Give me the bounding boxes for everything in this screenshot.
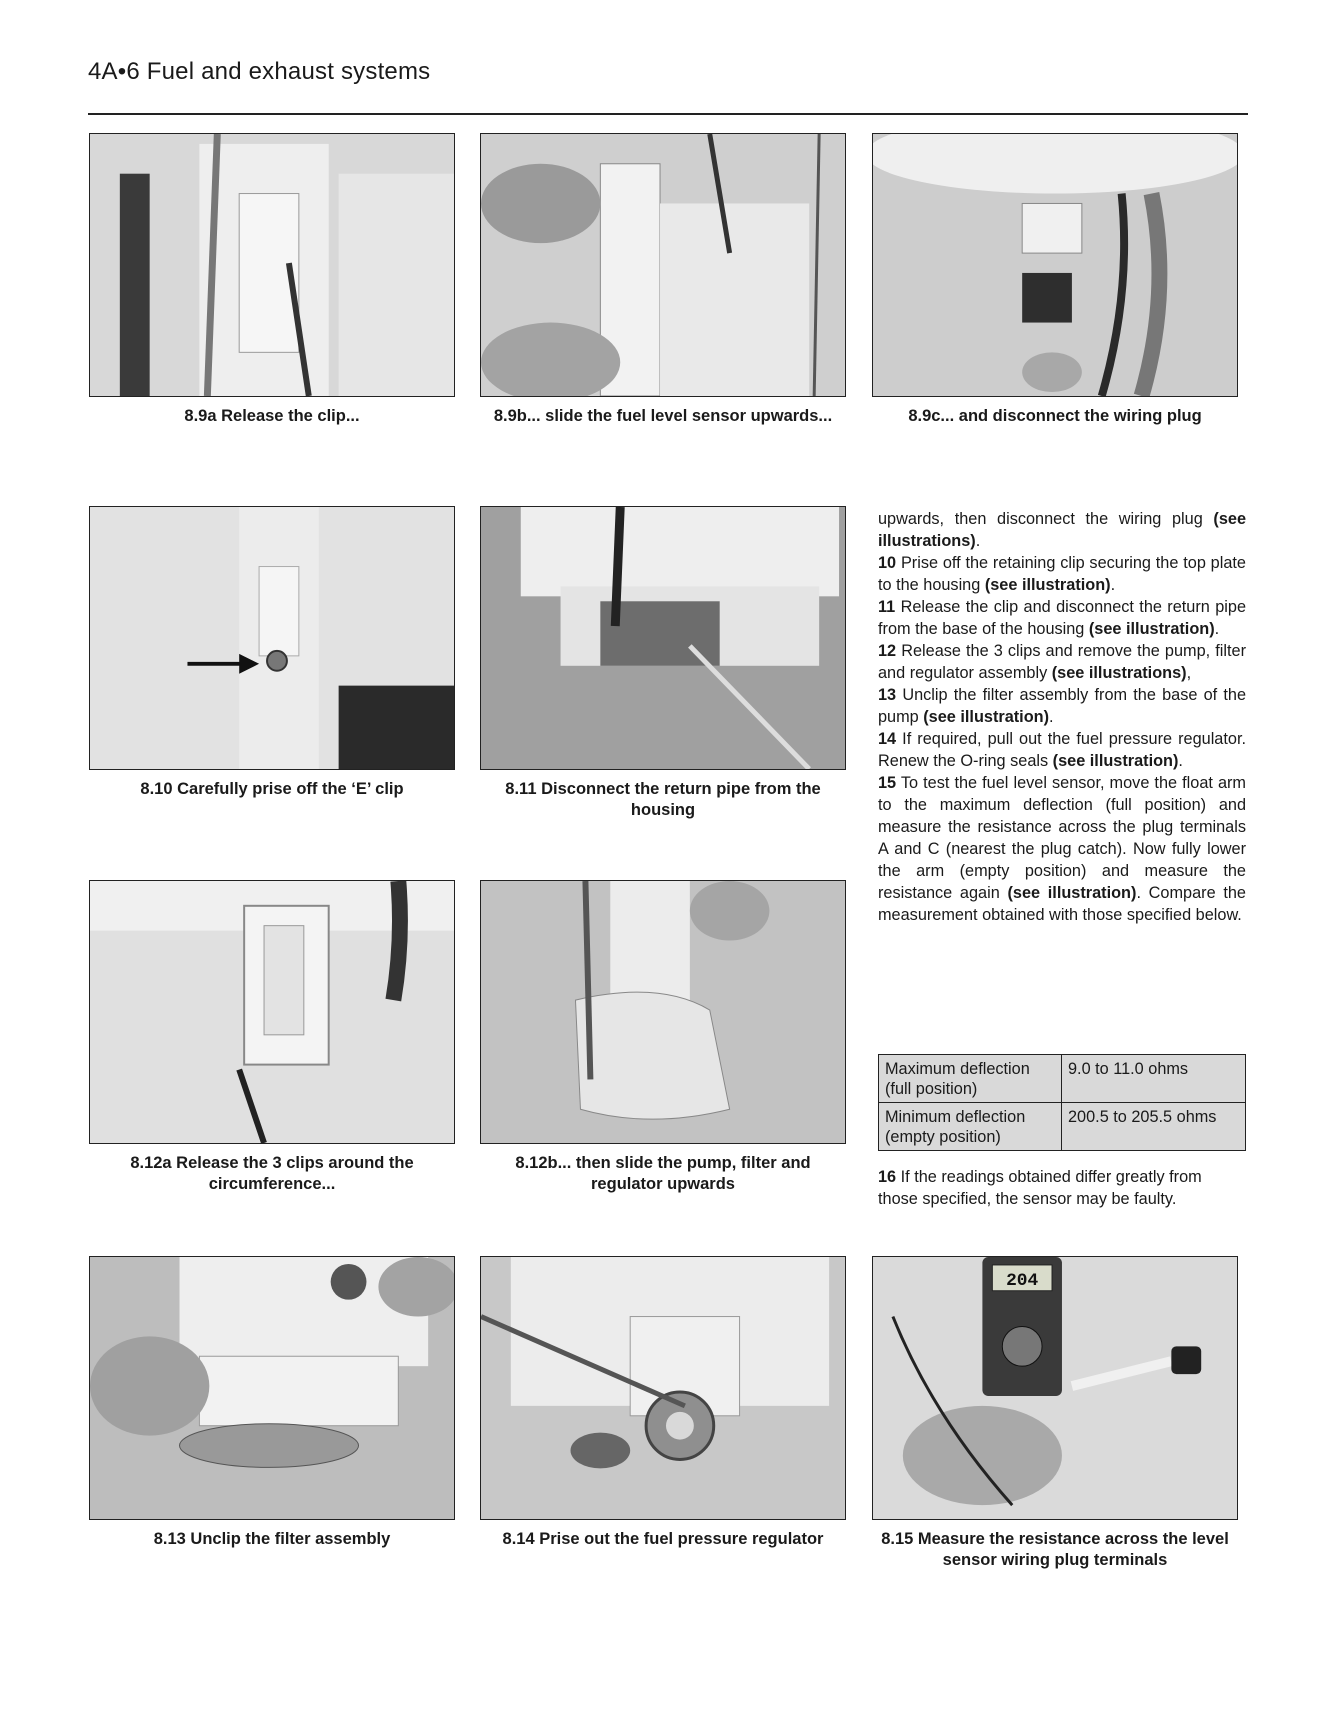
caption-8-9a: 8.9a Release the clip... — [184, 407, 360, 425]
paragraph-11: 11 Release the clip and disconnect the return pipe from the base of the housing (see illustration). — [878, 598, 1246, 638]
table-cell-label: Maximum deflection (full position) — [879, 1055, 1062, 1103]
photo-8-11 — [480, 506, 846, 770]
page-header: 4A•6 Fuel and exhaust systems — [88, 58, 431, 85]
table-row — [879, 1103, 1246, 1151]
photo-8-12a — [89, 880, 455, 1144]
caption-8-13: 8.13 Unclip the filter assembly — [153, 1530, 391, 1548]
paragraph-10: 10 Prise off the retaining clip securing the top plate to the housing (see illustration). — [878, 554, 1246, 594]
header-rule — [88, 113, 1248, 115]
paragraph-15: 15 To test the fuel level sensor, move the float arm to the maximum deflection (full position) and measure the resistance across the plug terminals A and C (nearest the plug catch). Now fully lower the arm (empty position) and measure the resistance again (see illustration). Compare the measurement obtained with those specified below. — [878, 774, 1246, 924]
paragraph-16: 16 If the readings obtained differ greatly from those specified, the sensor may be faulty. — [878, 1168, 1202, 1208]
caption-8-15: 8.15 Measure the resistance across the level sensor wiring plug terminals — [881, 1530, 1229, 1569]
table-cell-label: Minimum deflection (empty position) — [879, 1103, 1062, 1151]
photo-8-12b — [480, 880, 846, 1144]
body-text-after-table — [878, 1166, 1246, 1210]
photo-8-9c — [872, 133, 1238, 397]
resistance-spec-table — [878, 1054, 1246, 1151]
caption-8-9c: 8.9c... and disconnect the wiring plug — [908, 407, 1202, 425]
table-row — [879, 1055, 1246, 1103]
caption-8-9b: 8.9b... slide the fuel level sensor upwards... — [493, 407, 833, 425]
paragraph-12: 12 Release the 3 clips and remove the pump, filter and regulator assembly (see illustrations), — [878, 642, 1246, 682]
table-cell-value: 9.0 to 11.0 ohms — [1062, 1055, 1246, 1103]
paragraph-14: 14 If required, pull out the fuel pressure regulator. Renew the O-ring seals (see illustration). — [878, 730, 1246, 770]
photo-8-9a — [89, 133, 455, 397]
table-cell-value: 200.5 to 205.5 ohms — [1062, 1103, 1246, 1151]
caption-8-11: 8.11 Disconnect the return pipe from the housing — [505, 780, 821, 819]
photo-8-13 — [89, 1256, 455, 1520]
caption-8-12b: 8.12b... then slide the pump, filter and regulator upwards — [515, 1154, 811, 1193]
photo-8-14 — [480, 1256, 846, 1520]
photo-8-9b — [480, 133, 846, 397]
body-text-column — [878, 508, 1246, 926]
paragraph-13: 13 Unclip the filter assembly from the base of the pump (see illustration). — [878, 686, 1246, 726]
paragraph-continuation: upwards, then disconnect the wiring plug (see illustrations). — [878, 510, 1246, 550]
caption-8-14: 8.14 Prise out the fuel pressure regulator — [502, 1530, 824, 1548]
caption-8-12a: 8.12a Release the 3 clips around the circumference... — [130, 1154, 414, 1193]
photo-8-10 — [89, 506, 455, 770]
caption-8-10: 8.10 Carefully prise off the ‘E’ clip — [140, 780, 404, 798]
photo-8-15 — [872, 1256, 1238, 1520]
multimeter-display: 204 — [1006, 1270, 1039, 1291]
